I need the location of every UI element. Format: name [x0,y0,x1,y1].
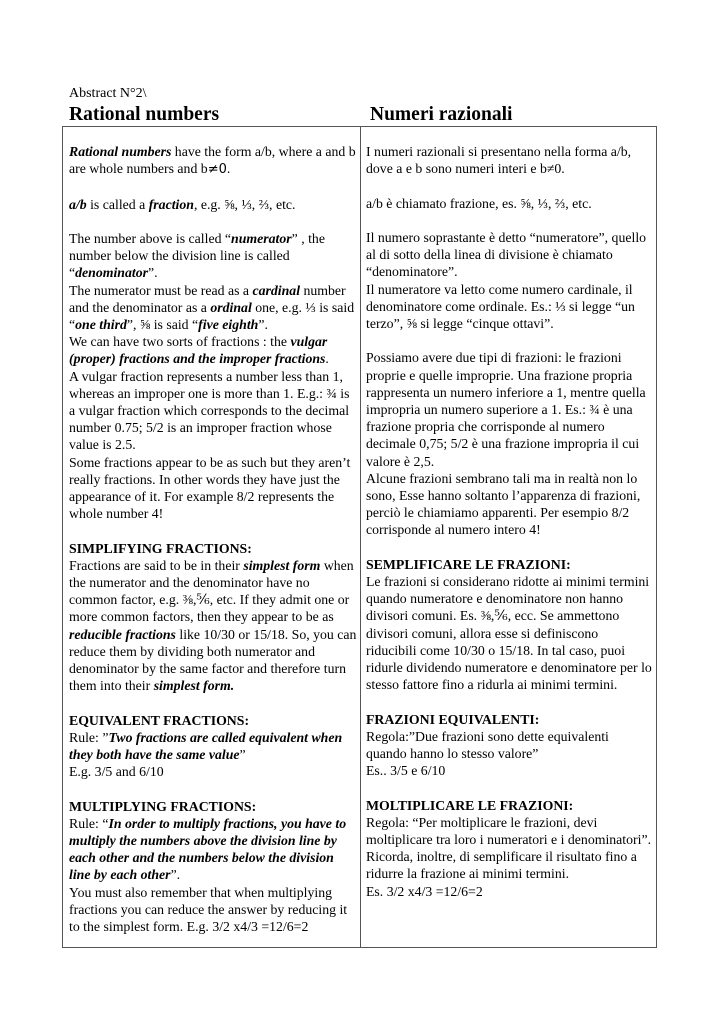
en-simplifying-section: SIMPLIFYING FRACTIONS: Fractions are said to be in their simplest form when the numerator and the denominator have no common factor, e.g. ⅜,⅚, etc. If they admit one or more common factors, then they appear to be as reducible fractions like 10/30 or 15/18. So, you can reduce them by dividing both numerator and denominator by the same factor and therefore turn them into their simplest form. [69,540,357,694]
it-simplifying-section: SEMPLIFICARE LE FRAZIONI: Le frazioni si considerano ridotte ai minimi termini quando numeratore e denominatore non hanno divisori comuni. Es. ⅜,⅚, ecc. Se ammettono divisori comuni, allora esse si definiscono riducibili come 10/30 o 15/18. In tal caso, puoi ridurle dividendo numeratore e denominatore per lo stesso fattore fino a ridurla ai minimi termini. [366,556,652,693]
english-column [69,143,357,935]
en-apparent-paragraph: Some fractions appear to be as such but they aren’t really fractions. In other words they have just the appearance of it. For example 8/2 represents the whole number 4! [69,454,351,522]
it-multiplying-title: MOLTIPLICARE LE FRAZIONI: [366,797,574,813]
it-reading-paragraph: Il numeratore va letto come numero cardinale, il denominatore come ordinale. Es.: ⅓ si legge “un terzo”, ⅝ si legge “cinque ottavi”. [366,281,635,331]
abstract-label: Abstract N°2\ [69,86,147,101]
it-intro-paragraph: I numeri razionali si presentano nella forma a/b, dove a e b sono numeri interi e b≠0. [366,144,632,177]
it-simplifying-title: SEMPLIFICARE LE FRAZIONI: [366,556,571,572]
en-multiplying-title: MULTIPLYING FRACTIONS: [69,798,257,814]
en-reading-paragraph: The numerator must be read as a cardinal number and the denominator as a ordinal one, e.g. ⅓ is said “one third”, ⅝ is said “five eighth”. [69,282,355,332]
it-two-sorts-paragraph: Possiamo avere due tipi di frazioni: le frazioni proprie e quelle improprie. Una frazione propria rappresenta un numero inferiore a 1, mentre quella impropria un numero superiore a 1. Es.: ¾ è una frazione propria che corrisponde al numero decimale 0,75; 5/2 è una frazione impropria il cui valore è 2,5. [366,350,646,469]
title-italian: Numeri razionali [370,104,513,125]
en-numerator-definition: The number above is called “numerator” , the number below the division line is called “denominator”. [69,230,325,281]
it-fraction-definition: a/b è chiamato frazione, es. ⅝, ⅓, ⅔, etc. [366,195,592,211]
en-equivalent-title: EQUIVALENT FRACTIONS: [69,712,250,728]
column-divider [360,126,361,948]
en-multiplying-section: MULTIPLYING FRACTIONS: Rule: “In order to multiply fractions, you have to multiply the numbers above the division line by each other and the numbers below the division line by each other”. You must also remember that when multiplying fractions you can reduce the answer by reducing it to the simplest form. E.g. 3/2 x4/3 =12/6=2 [69,798,348,935]
it-numerator-definition: Il numero soprastante è detto “numeratore”, quello al di sotto della linea di divisione è chiamato “denominatore”. [366,229,647,280]
it-apparent-paragraph: Alcune frazioni sembrano tali ma in realtà non lo sono, Esse hanno soltanto l’apparenza di frazioni, perciò le chiamiamo apparenti. Per esempio 8/2 corrisponde al numero intero 4! [366,470,641,538]
title-english: Rational numbers [69,104,220,125]
en-vulgar-paragraph: A vulgar fraction represents a number less than 1, whereas an improper one is more than 1. E.g.: ¾ is a vulgar fraction which corresponds to the decimal number 0.75; 5/2 is an improper fraction whose value is 2.5. [69,368,350,453]
en-term-rational-numbers: Rational numbers [69,144,172,159]
it-equivalent-title: FRAZIONI EQUIVALENTI: [366,711,540,727]
en-simplifying-title: SIMPLIFYING FRACTIONS: [69,540,252,556]
en-fraction-definition: a/b is called a fraction, e.g. ⅝, ⅓, ⅔, etc. [69,196,296,212]
en-intro-paragraph: Rational numbers have the form a/b, where a and b are whole numbers and b≠0. [69,144,356,178]
it-multiplying-section: MOLTIPLICARE LE FRAZIONI: Regola: “Per moltiplicare le frazioni, devi moltiplicare tra loro i numeratori e i denominatori”. Ricorda, inoltre, di semplificare il risultato fino a ridurre la frazione ai minimi termini. Es. 3/2 x4/3 =12/6=2 [366,797,652,899]
en-two-sorts-paragraph: We can have two sorts of fractions : the vulgar (proper) fractions and the improper fractions. [69,334,329,367]
it-equivalent-section: FRAZIONI EQUIVALENTI: Regola:”Due frazioni sono dette equivalenti quando hanno lo stesso valore” Es.. 3/5 e 6/10 [366,711,609,779]
italian-column [366,143,652,900]
en-equivalent-section: EQUIVALENT FRACTIONS: Rule: ”Two fractions are called equivalent when they both have the same value” E.g. 3/5 and 6/10 [69,712,343,780]
